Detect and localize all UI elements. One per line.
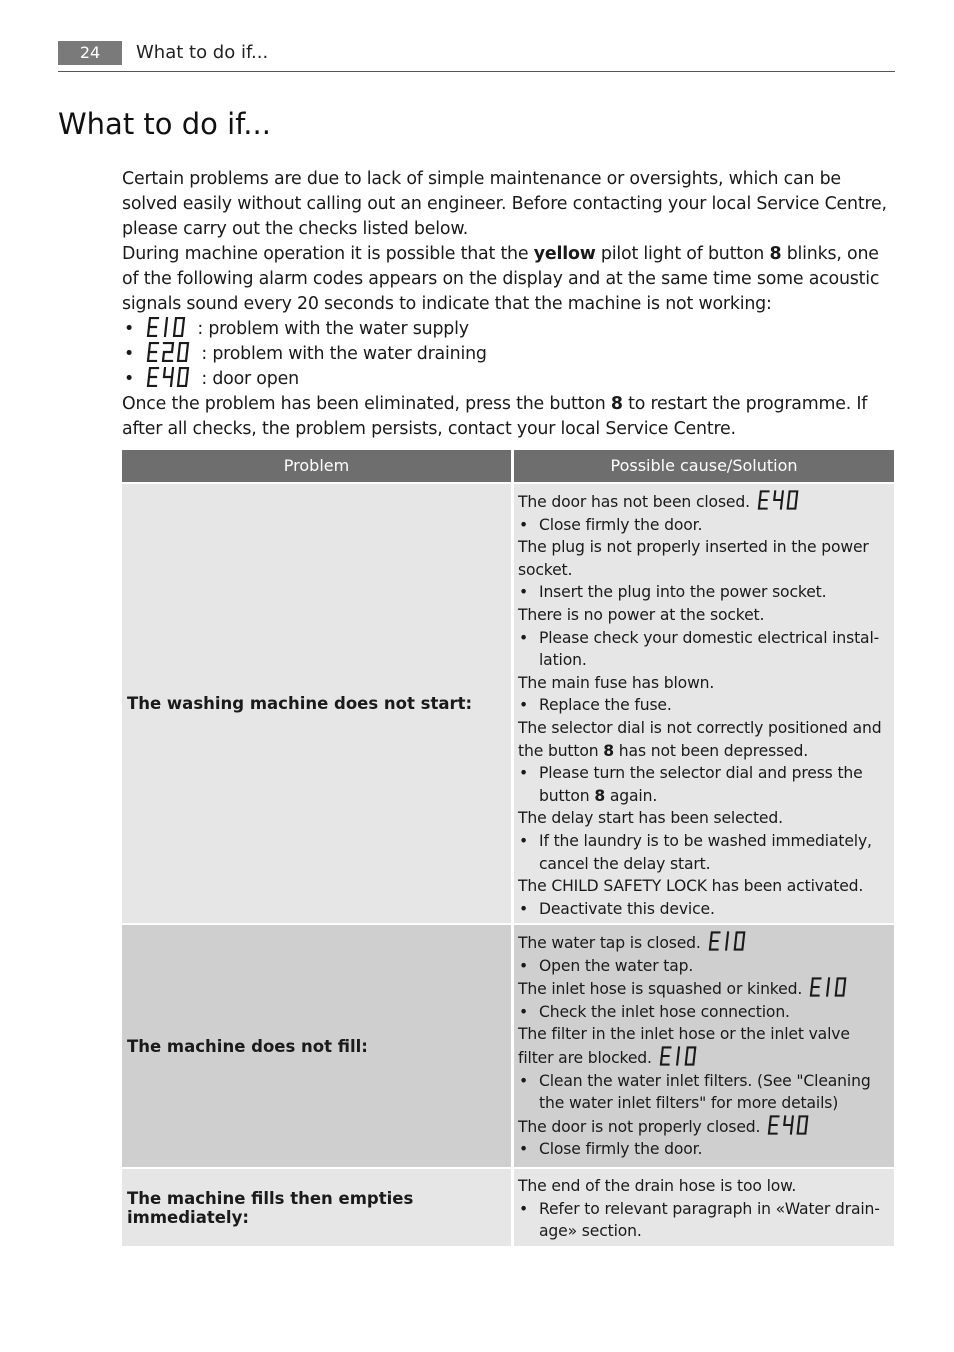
solution-cell <box>514 484 894 923</box>
E20-display-icon <box>146 342 194 362</box>
alarm-item-e10 <box>122 317 897 342</box>
solution-cell <box>514 925 894 1167</box>
E40-display-icon <box>757 490 803 510</box>
remedy-item <box>518 762 886 807</box>
remedy-item: • Refer to relevant paragraph in «Water drain-age» section. <box>518 1198 886 1243</box>
table-row <box>122 484 894 923</box>
alarm-code-list <box>122 317 897 392</box>
cause-text: The door has not been closed. <box>518 493 750 511</box>
remedy-item: • Open the water tap. <box>518 955 886 978</box>
E40-display-icon <box>767 1115 813 1135</box>
header-problem: Problem <box>122 450 511 482</box>
page-header <box>58 41 895 72</box>
intro-p2-text-c: blinks, one of the following alarm codes appears on the display and at the same time some acoustic signals sound every 20 seconds to indicate that the machine is not working: <box>122 244 880 314</box>
table-row <box>122 925 894 1167</box>
E40-display-icon <box>146 367 194 387</box>
intro-p3-button-number: 8 <box>610 394 623 414</box>
remedy-text: Please turn the selector dial and press the button <box>539 764 863 805</box>
cause-text: The door is not properly closed. <box>518 1117 761 1136</box>
intro-p2-text-a: During machine operation it is possible that the <box>122 244 534 264</box>
cause-item: The CHILD SAFETY LOCK has been activated. <box>518 877 864 896</box>
remedy-item: • Check the inlet hose connection. <box>518 1001 886 1024</box>
remedy-item: • Close firmly the door. <box>518 1138 886 1161</box>
page-number: 24 <box>58 41 122 65</box>
table-header <box>122 450 894 482</box>
problem-cell: The machine does not fill: <box>122 925 511 1167</box>
cause-text: The water tap is closed. <box>518 934 701 952</box>
alarm-e40-text: : door open <box>201 369 299 389</box>
intro-paragraph-2 <box>122 242 897 317</box>
cause-item <box>518 931 886 955</box>
remedy-item: • Replace the fuse. <box>518 694 886 717</box>
alarm-item-e20 <box>122 342 897 367</box>
E10-display-icon <box>659 1046 701 1066</box>
header-section-title: What to do if... <box>136 42 269 63</box>
alarm-e20-text: : problem with the water draining <box>201 344 487 364</box>
remedy-text: again. <box>605 786 658 805</box>
problem-cell: The washing machine does not start: <box>122 484 511 923</box>
intro-text <box>122 167 897 442</box>
alarm-item-e40 <box>122 367 897 392</box>
intro-p2-button-number: 8 <box>769 244 782 264</box>
cause-item <box>518 1115 886 1139</box>
remedy-item: • Clean the water inlet filters. (See "Cleaning the water inlet filters" for more details) <box>518 1070 886 1115</box>
table-row <box>122 1169 894 1246</box>
cause-item: The delay start has been selected. <box>518 809 783 828</box>
intro-p2-text-b: pilot light of button <box>595 244 770 264</box>
remedy-item: • If the laundry is to be washed immediately, cancel the delay start. <box>518 830 886 875</box>
cause-text: The filter in the inlet hose or the inlet valve filter are blocked. <box>518 1025 850 1067</box>
remedy-item: • Close firmly the door. <box>518 514 886 537</box>
problem-cell: The machine fills then empties immediately: <box>122 1169 511 1246</box>
remedy-item: • Please check your domestic electrical instal-lation. <box>518 627 886 672</box>
E10-display-icon <box>708 931 750 951</box>
cause-item: The end of the drain hose is too low. <box>518 1177 797 1195</box>
page-title: What to do if... <box>58 107 271 141</box>
cause-item: The plug is not properly inserted in the power socket. <box>518 538 869 579</box>
E10-display-icon <box>146 317 190 337</box>
alarm-e10-text: : problem with the water supply <box>197 319 469 339</box>
cause-item <box>518 717 886 762</box>
cause-text: The inlet hose is squashed or kinked. <box>518 980 803 999</box>
intro-p3-text-a: Once the problem has been eliminated, press the button <box>122 394 611 414</box>
E10-display-icon <box>809 977 851 997</box>
intro-paragraph-3 <box>122 392 897 442</box>
troubleshooting-table <box>122 450 894 1248</box>
intro-p2-yellow: yellow <box>533 244 596 264</box>
solution-cell <box>514 1169 894 1246</box>
cause-item: The main fuse has blown. <box>518 673 715 692</box>
button-number: 8 <box>594 786 606 805</box>
header-solution: Possible cause/Solution <box>514 450 894 482</box>
intro-p3-text-b: to restart the programme. If after all checks, the problem persists, contact your local Service Centre. <box>122 394 868 439</box>
cause-item <box>518 1023 886 1069</box>
cause-text: The selector dial is not correctly positioned and the button <box>518 718 882 760</box>
cause-text: has not been depressed. <box>614 741 809 760</box>
button-number: 8 <box>603 741 614 760</box>
cause-item <box>518 490 886 514</box>
remedy-item: • Deactivate this device. <box>518 898 886 921</box>
intro-paragraph-1: Certain problems are due to lack of simple maintenance or oversights, which can be solved easily without calling out an engineer. Before contacting your local Service Centre, please carry out the checks listed below. <box>122 169 887 239</box>
remedy-item: • Insert the plug into the power socket. <box>518 581 886 604</box>
cause-item <box>518 977 886 1001</box>
cause-item: There is no power at the socket. <box>518 605 765 624</box>
